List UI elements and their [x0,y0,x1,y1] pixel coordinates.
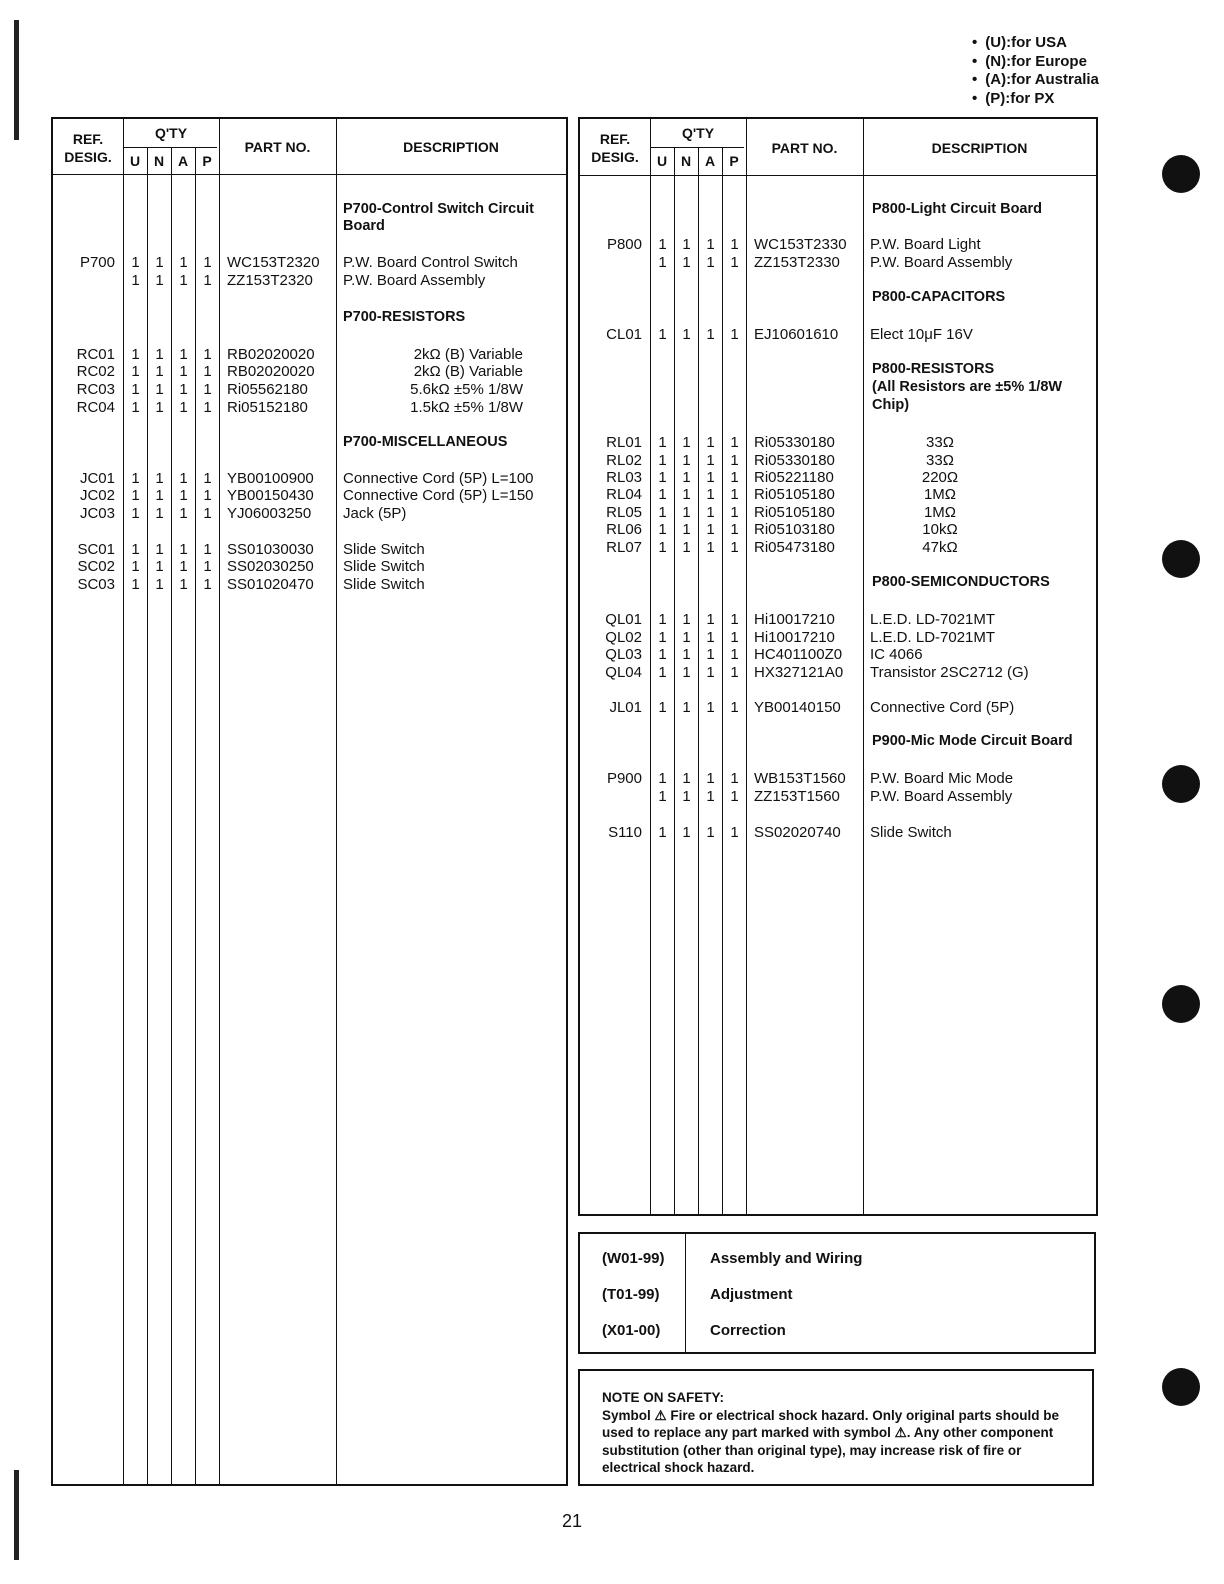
part-no-cell: SS02020740 [754,824,841,841]
qty-cell: 1 [155,505,164,522]
table-row [53,381,566,399]
ref-desig-cell: QL04 [605,664,642,681]
description-cell: P.W. Board Light [870,236,981,253]
qty-cell: 1 [682,611,691,628]
ref-desig-cell: QL03 [605,646,642,663]
header-p: P [729,153,739,169]
parts-table-left [51,117,568,1486]
safety-title: NOTE ON SAFETY: [602,1390,725,1405]
header-part-no: PART NO. [244,139,311,155]
legend-item: • (P):for PX [972,90,1099,109]
ref-desig-cell: SC03 [77,576,115,593]
qty-cell: 1 [155,470,164,487]
qty-cell: 1 [730,254,739,271]
part-no-cell: Ri05330180 [754,434,835,451]
qty-cell: 1 [131,505,140,522]
description-cell: 220Ω [921,469,959,486]
qty-cell: 1 [730,788,739,805]
table-row [580,788,1096,806]
table-row [580,646,1096,664]
qty-cell: 1 [155,399,164,416]
ref-desig-cell: QL01 [605,611,642,628]
qty-cell: 1 [155,346,164,363]
header-u: U [129,153,141,169]
table-row [53,399,566,417]
description-cell: Jack (5P) [343,505,407,522]
qty-cell: 1 [179,272,188,289]
table-row [53,541,566,559]
qty-cell: 1 [730,326,739,343]
table-row [580,504,1096,522]
qty-cell: 1 [179,381,188,398]
ref-desig-cell: RC03 [76,381,115,398]
qty-cell: 1 [155,381,164,398]
header-u: U [656,153,668,169]
table-row [580,824,1096,842]
qty-cell: 1 [658,254,667,271]
qty-cell: 1 [155,558,164,575]
table-row [53,346,566,364]
description-cell: 1MΩ [923,486,957,503]
safety-note-box [578,1369,1094,1486]
section-note: (All Resistors are ±5% 1/8W [872,379,1063,395]
description-cell: Slide Switch [343,576,425,593]
part-no-cell: YB00100900 [227,470,314,487]
qty-cell: 1 [203,381,212,398]
header-desig: DESIG. [591,149,639,165]
table-row [580,486,1096,504]
part-no-cell: YB00140150 [754,699,841,716]
ref-desig-cell: S110 [608,824,642,841]
qty-cell: 1 [179,558,188,575]
qty-cell: 1 [730,504,739,521]
legend-item: • (A):for Australia [972,71,1099,90]
qty-cell: 1 [155,272,164,289]
description-cell: Slide Switch [343,558,425,575]
description-cell: Slide Switch [343,541,425,558]
qty-cell: 1 [682,664,691,681]
qty-cell: 1 [682,521,691,538]
qty-cell: 1 [682,504,691,521]
legend-item: • (N):for Europe [972,53,1099,72]
qty-cell: 1 [155,576,164,593]
qty-cell: 1 [658,611,667,628]
header-desig: DESIG. [64,149,112,165]
legend-item: • (U):for USA [972,34,1099,53]
qty-cell: 1 [730,770,739,787]
qty-cell: 1 [682,452,691,469]
qty-cell: 1 [682,469,691,486]
ref-desig-cell: RC01 [76,346,115,363]
part-no-cell: RB02020020 [227,363,315,380]
punch-hole [1162,540,1200,578]
part-no-cell: Ri05562180 [227,381,308,398]
qty-cell: 1 [730,824,739,841]
ref-desig-cell: P900 [606,770,642,787]
qty-cell: 1 [658,486,667,503]
qty-cell: 1 [203,363,212,380]
qty-cell: 1 [682,434,691,451]
table-row [580,452,1096,470]
qty-cell: 1 [203,558,212,575]
symbol-code: (T01-99) [602,1286,660,1303]
qty-cell: 1 [682,788,691,805]
description-cell: P.W. Board Mic Mode [870,770,1014,787]
qty-cell: 1 [730,486,739,503]
ref-desig-cell: RL07 [606,539,642,556]
table-row [580,539,1096,557]
header-p: P [202,153,212,169]
description-cell: 2kΩ (B) Variable [413,346,523,363]
qty-cell: 1 [706,824,715,841]
qty-cell: 1 [658,236,667,253]
qty-cell: 1 [203,254,212,271]
punch-hole [1162,765,1200,803]
table-row [580,664,1096,682]
table-row [53,254,566,272]
table-row [580,326,1096,344]
qty-cell: 1 [706,452,715,469]
qty-cell: 1 [706,664,715,681]
part-no-cell: Hi10017210 [754,611,835,628]
ref-desig-cell: JL01 [609,699,642,716]
qty-cell: 1 [730,452,739,469]
ref-desig-cell: SC02 [77,558,115,575]
qty-cell: 1 [658,452,667,469]
qty-cell: 1 [706,486,715,503]
table-row [580,236,1096,254]
header-ref: REF. [72,131,104,147]
part-no-cell: WC153T2330 [754,236,847,253]
table-row [53,505,566,523]
description-cell: Connective Cord (5P) L=100 [343,470,534,487]
part-no-cell: YJ06003250 [227,505,312,522]
ref-desig-cell: CL01 [606,326,642,343]
ref-desig-cell: RL05 [606,504,642,521]
table-row [580,629,1096,647]
table-row [53,487,566,505]
qty-cell: 1 [179,541,188,558]
ref-desig-cell: QL02 [605,629,642,646]
table-row [580,254,1096,272]
description-cell: 47kΩ [922,539,958,556]
qty-cell: 1 [706,236,715,253]
section-heading: P800-SEMICONDUCTORS [872,574,1050,590]
section-note: Chip) [872,397,910,413]
header-a: A [177,153,189,169]
ref-desig-cell: RL06 [606,521,642,538]
qty-cell: 1 [706,521,715,538]
qty-cell: 1 [131,576,140,593]
qty-cell: 1 [730,629,739,646]
header-n: N [680,153,692,169]
qty-cell: 1 [730,236,739,253]
ref-desig-cell: RC02 [76,363,115,380]
qty-cell: 1 [131,470,140,487]
table-row [580,770,1096,788]
part-no-cell: SS01020470 [227,576,314,593]
qty-cell: 1 [179,470,188,487]
table-row [580,699,1096,717]
header-part-no: PART NO. [771,140,838,156]
description-cell: 1MΩ [923,504,957,521]
qty-cell: 1 [658,699,667,716]
part-no-cell: WB153T1560 [754,770,846,787]
header-a: A [704,153,716,169]
binder-edge [14,20,19,140]
qty-cell: 1 [730,646,739,663]
qty-cell: 1 [203,505,212,522]
qty-cell: 1 [706,326,715,343]
qty-cell: 1 [706,646,715,663]
page-number: 21 [562,1511,583,1531]
ref-desig-cell: P800 [606,236,642,253]
description-cell: Transistor 2SC2712 (G) [870,664,1029,681]
qty-cell: 1 [706,629,715,646]
qty-cell: 1 [179,363,188,380]
header-qty: Q'TY [681,125,715,141]
symbol-label: Adjustment [710,1286,793,1303]
qty-cell: 1 [179,505,188,522]
qty-cell: 1 [682,326,691,343]
ref-desig-cell: RL02 [606,452,642,469]
qty-cell: 1 [179,346,188,363]
qty-cell: 1 [682,254,691,271]
part-no-cell: ZZ153T2330 [754,254,840,271]
description-cell: P.W. Board Assembly [870,788,1013,805]
qty-cell: 1 [730,434,739,451]
table-row [53,576,566,594]
symbol-code: (X01-00) [602,1322,661,1339]
section-heading: P800-CAPACITORS [872,289,1006,305]
qty-cell: 1 [682,824,691,841]
qty-cell: 1 [706,539,715,556]
qty-cell: 1 [658,629,667,646]
symbol-legend-box [578,1232,1096,1354]
description-cell: Slide Switch [870,824,952,841]
qty-cell: 1 [730,611,739,628]
part-no-cell: ZZ153T2320 [227,272,313,289]
description-cell: 33Ω [926,434,954,451]
description-cell: 10kΩ [922,521,958,538]
qty-cell: 1 [131,487,140,504]
table-row [53,558,566,576]
symbol-code: (W01-99) [602,1250,665,1267]
part-no-cell: Ri05105180 [754,486,835,503]
qty-cell: 1 [658,469,667,486]
table-row [580,521,1096,539]
description-cell: P.W. Board Assembly [343,272,486,289]
part-no-cell: WC153T2320 [227,254,320,271]
part-no-cell: Ri05105180 [754,504,835,521]
header-n: N [153,153,165,169]
part-no-cell: ZZ153T1560 [754,788,840,805]
qty-cell: 1 [658,664,667,681]
qty-cell: 1 [131,363,140,380]
ref-desig-cell: JC01 [79,470,115,487]
qty-cell: 1 [658,326,667,343]
parts-table-right [578,117,1098,1216]
qty-cell: 1 [131,254,140,271]
qty-cell: 1 [682,629,691,646]
ref-desig-cell: RL03 [606,469,642,486]
section-heading: P700-RESISTORS [343,309,466,325]
qty-cell: 1 [203,346,212,363]
qty-cell: 1 [203,576,212,593]
qty-cell: 1 [730,521,739,538]
section-heading: P700-MISCELLANEOUS [343,434,508,450]
qty-cell: 1 [730,699,739,716]
ref-desig-cell: JC03 [79,505,115,522]
part-no-cell: Hi10017210 [754,629,835,646]
section-heading: P700-Control Switch Circuit Board [343,201,534,234]
qty-cell: 1 [682,486,691,503]
part-no-cell: Ri05152180 [227,399,308,416]
part-no-cell: HC401100Z0 [754,646,843,663]
qty-cell: 1 [706,469,715,486]
qty-cell: 1 [155,541,164,558]
header-description: DESCRIPTION [403,139,499,155]
qty-cell: 1 [658,824,667,841]
qty-cell: 1 [682,770,691,787]
region-legend [972,34,1099,108]
table-row [53,272,566,290]
qty-cell: 1 [131,541,140,558]
part-no-cell: EJ10601610 [754,326,839,343]
qty-cell: 1 [131,399,140,416]
part-no-cell: Ri05473180 [754,539,835,556]
qty-cell: 1 [155,254,164,271]
qty-cell: 1 [179,576,188,593]
description-cell: L.E.D. LD-7021MT [870,629,996,646]
table-row [580,469,1096,487]
description-cell: Connective Cord (5P) [870,699,1015,716]
binder-edge [14,1470,19,1560]
description-cell: L.E.D. LD-7021MT [870,611,996,628]
section-heading: P800-RESISTORS [872,361,995,377]
qty-cell: 1 [203,272,212,289]
part-no-cell: SS01030030 [227,541,314,558]
section-heading: P800-Light Circuit Board [872,201,1042,217]
part-no-cell: RB02020020 [227,346,315,363]
description-cell: IC 4066 [870,646,923,663]
punch-hole [1162,985,1200,1023]
qty-cell: 1 [155,487,164,504]
description-cell: P.W. Board Assembly [870,254,1013,271]
ref-desig-cell: RC04 [76,399,115,416]
punch-hole [1162,1368,1200,1406]
safety-body: Symbol ⚠ Fire or electrical shock hazard. Only original parts should be used to replace any part marked with symbol ⚠. Any other component substitution (other than original type), may increase risk of fire or electrical shock hazard. [602,1407,1059,1475]
ref-desig-cell: JC02 [79,487,115,504]
qty-cell: 1 [131,381,140,398]
qty-cell: 1 [658,770,667,787]
part-no-cell: Ri05221180 [754,469,834,486]
part-no-cell: SS02030250 [227,558,314,575]
table-row [53,470,566,488]
part-no-cell: Ri05330180 [754,452,835,469]
qty-cell: 1 [730,539,739,556]
qty-cell: 1 [131,346,140,363]
description-cell: 2kΩ (B) Variable [413,363,523,380]
ref-desig-cell: RL04 [606,486,642,503]
header-description: DESCRIPTION [931,140,1028,156]
table-row [580,611,1096,629]
ref-desig-cell: P700 [79,254,115,271]
qty-cell: 1 [203,541,212,558]
safety-note [602,1389,1074,1477]
qty-cell: 1 [131,558,140,575]
qty-cell: 1 [706,788,715,805]
qty-cell: 1 [131,272,140,289]
header-ref: REF. [599,131,631,147]
description-cell: Elect 10μF 16V [870,326,973,343]
table-row [580,434,1096,452]
ref-desig-cell: SC01 [77,541,115,558]
qty-cell: 1 [155,363,164,380]
qty-cell: 1 [658,788,667,805]
qty-cell: 1 [682,699,691,716]
description-cell: 5.6kΩ ±5% 1/8W [410,381,523,398]
description-cell: 1.5kΩ ±5% 1/8W [410,399,523,416]
qty-cell: 1 [179,487,188,504]
qty-cell: 1 [706,434,715,451]
qty-cell: 1 [706,611,715,628]
symbol-label: Assembly and Wiring [710,1250,863,1267]
table-row [53,363,566,381]
qty-cell: 1 [730,664,739,681]
description-cell: P.W. Board Control Switch [343,254,518,271]
qty-cell: 1 [730,469,739,486]
qty-cell: 1 [658,646,667,663]
qty-cell: 1 [706,504,715,521]
symbol-label: Correction [710,1322,786,1339]
qty-cell: 1 [682,539,691,556]
header-qty: Q'TY [154,125,188,141]
punch-hole [1162,155,1200,193]
section-heading: P900-Mic Mode Circuit Board [872,733,1073,749]
description-cell: 33Ω [926,452,954,469]
qty-cell: 1 [658,504,667,521]
part-no-cell: YB00150430 [227,487,314,504]
description-cell: Connective Cord (5P) L=150 [343,487,534,504]
qty-cell: 1 [658,521,667,538]
qty-cell: 1 [682,646,691,663]
ref-desig-cell: RL01 [606,434,642,451]
qty-cell: 1 [179,399,188,416]
qty-cell: 1 [658,434,667,451]
qty-cell: 1 [203,470,212,487]
qty-cell: 1 [706,699,715,716]
qty-cell: 1 [658,539,667,556]
part-no-cell: Ri05103180 [754,521,835,538]
qty-cell: 1 [682,236,691,253]
qty-cell: 1 [706,770,715,787]
part-no-cell: HX327121A0 [754,664,844,681]
qty-cell: 1 [203,399,212,416]
qty-cell: 1 [203,487,212,504]
qty-cell: 1 [179,254,188,271]
qty-cell: 1 [706,254,715,271]
